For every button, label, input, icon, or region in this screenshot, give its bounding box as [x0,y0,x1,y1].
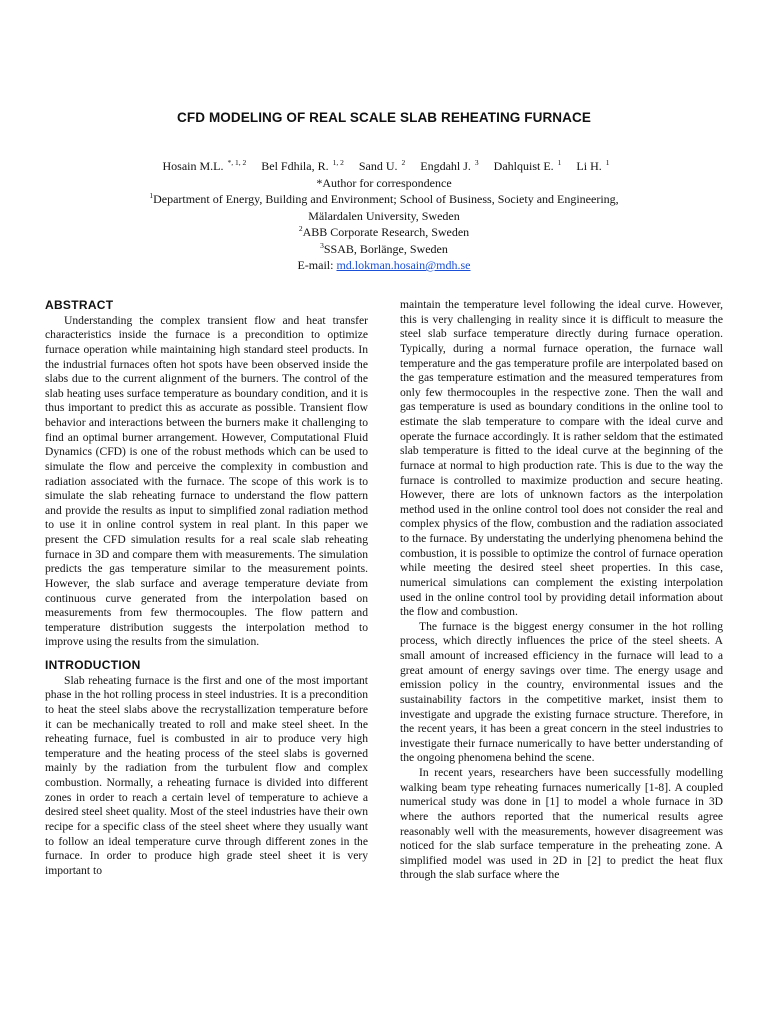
author-name: Dahlquist E. [493,159,554,173]
affiliation-sup: 1 [149,191,154,200]
introduction-heading: INTRODUCTION [45,658,141,672]
email-link[interactable]: md.lokman.hosain@mdh.se [336,258,471,272]
affiliation-3 [0,241,768,258]
right-column [400,298,723,883]
affiliation-text: SSAB, Borlänge, Sweden [323,241,448,256]
email-label: E-mail: [297,258,337,272]
affiliation-1 [0,191,768,208]
author-name: Engdahl J. [420,159,471,173]
affiliation-text: ABB Corporate Research, Sweden [302,225,470,239]
author [257,159,344,173]
affiliation-sup: 2 [298,224,303,233]
author-list [0,158,768,175]
affiliation-sup: 3 [320,240,324,250]
author-sup: 1 [605,158,610,167]
author-sup: 3 [474,158,479,167]
author [355,159,405,173]
author [572,159,609,173]
author-block [0,158,768,274]
intro-paragraph-3: In recent years, researchers have been successfully modelling walking beam type reheating furnaces numerically [1-8]. A coupled numerical study was done in [1] to model a whole furnace in 3D where the authors reported that the numerical results agree reasonably well with the measurements, however disagreement was noticed for the slab surface temperature in the preheating zone. A simplified model was used in 2D in [2] to predict the heat flux through the slab surface where the [400,766,723,882]
author [490,159,562,173]
author-name: Li H. [576,159,602,173]
left-column [45,298,368,878]
abstract-text: Understanding the complex transient flow and heat transfer characteristics inside the furnace is a precondition to optimize furnace operation while maintaining high standard steel products. In the industrial furnaces often hot spots have been observed inside the slabs due to the current alignment of the burners. The control of the slab heating uses surface temperature as boundary condition, and it is thus important to predict this as accurate as possible. Transient flow behavior and interactions between the burners make it challenging to find an optimal burner arrangement. However, Computational Fluid Dynamics (CFD) is one of the robust methods which can be used to simulate the flow and perceive the complexity in combustion and radiation associated with the furnace. The scope of this work is to simulate the slab reheating furnace to understand the flow pattern and provide the results as input to simplified zonal radiation method to use it in online control system in real plant. In this paper we present the CFD simulation results for a real scale slab reheating furnace in 3D and compare them with measurements. The simulation predicts the gas temperature similar to the measurement points. However, the slab surface and average temperature deviate from continuous curve generated from the interpolation based on measurements from few thermocouples. The flow pattern and temperature distribution suggests the interpolation method to improve using the results from the simulation. [45,313,368,649]
author-sup: 1, 2 [332,158,344,167]
author-sup: 1 [557,158,562,167]
email-line [0,257,768,274]
intro-paragraph-1: Slab reheating furnace is the first and one of the most important phase in the hot rolling process in steel industries. It is a precondition to heat the steel slabs above the recrystallization temperature before it can be mechanically treated to roll and make steel sheet. In the reheating furnace, fuel is combusted in air to produce very high temperature and the heating process of the steel slabs is governed mainly by the radiation from the turbulent flow and complex combustion. Normally, a reheating furnace is divided into different zones in order to reach a certain level of temperature to achieve a desired steel sheet quality. Most of the steel industries have their own recipe for a specific class of the steel sheet where they usually want to follow an ideal temperature curve through different zones in the furnace. In order to produce high grade steel sheet it is very important to [45,673,368,877]
intro-paragraph-1-continued: maintain the temperature level following the ideal curve. However, this is very challenging in reality since it is difficult to measure the steel slab surface temperature directly during furnace operation. Typically, during a normal furnace operation, the furnace wall temperature and the gas temperature profile are interpolated based on the gas temperature estimation and the measured temperatures from only few thermocouples in the respective zone. Then the wall and gas temperature is used as boundary conditions in the online tool to estimate the slab temperature to compare with the ideal curve and operate the furnace accordingly. It is rather seldom that the estimated slab temperature is fitted to the ideal curve at the beginning of the furnace at normal to high production rate. This is due to the way the furnace is controlled to maximize production and secure heating. However, there are lots of unknown factors as the interpolation method used in the online control tool does not consider the real and complex physics of the flow, combustion and the radiation associated to the furnace. By understating the underlying phenomena behind the combustion, it is possible to optimize the control of furnace operation while meeting the desired steel sheet properties. In this case, numerical simulations can complement the existing interpolation used in the online control tool by providing detail information about the flow and combustion. [400,298,723,619]
author-sup: *, 1, 2 [227,158,247,167]
intro-paragraph-2: The furnace is the biggest energy consumer in the hot rolling process, which directly influences the price of the steel sheets. A small amount of increased efficiency in the furnace will lead to a great amount of energy savings over time. The energy usage and emission policy in the country, environmental issues and the sustainability factors in the competitive market, insist them to investigate and upgrade the existing furnace structure. Therefore, in the recent years, it has been a great concern in the steel industries to investigate their furnace numerically to have better understanding of the ongoing phenomena behind the scene. [400,619,723,765]
author-name: Hosain M.L. [162,159,224,173]
author [416,159,478,173]
affiliation-text: Department of Energy, Building and Environment; School of Business, Society and Engineering, [153,192,619,206]
correspondence-note: *Author for correspondence [316,175,452,190]
abstract-heading: ABSTRACT [45,298,114,312]
author [158,159,246,173]
paper-title: CFD MODELING OF REAL SCALE SLAB REHEATING FURNACE [177,110,591,125]
author-name: Bel Fdhila, R. [261,159,329,173]
affiliation-2 [0,224,768,241]
author-sup: 2 [401,158,406,167]
affiliation-1-cont: Mälardalen University, Sweden [308,208,460,223]
author-name: Sand U. [358,159,398,173]
